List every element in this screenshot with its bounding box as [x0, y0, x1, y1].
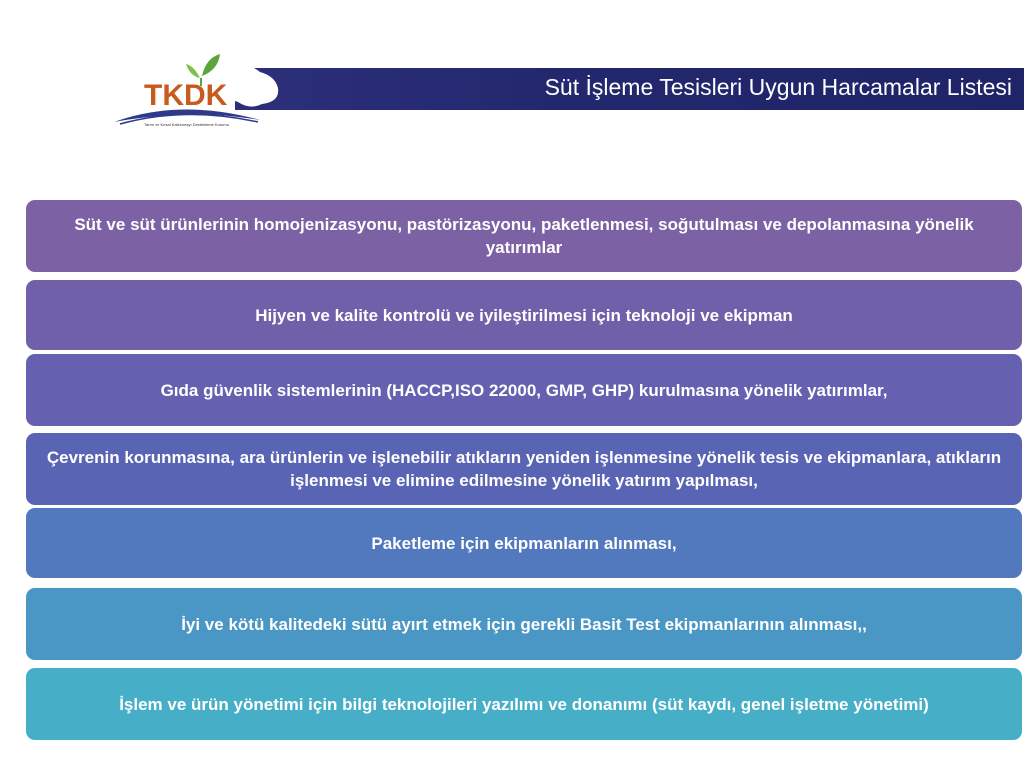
list-item-6 — [26, 588, 1022, 660]
list-item-5 — [26, 508, 1022, 578]
list-item-text: Çevrenin korunmasına, ara ürünlerin ve işlenebilir atıkların yeniden işlenmesine yönelik tesis ve ekipmanlara, atıkların işlenmesi ve elimine edilmesine yönelik yatırım yapılması, — [46, 448, 1002, 490]
list-item-text: İyi ve kötü kalitedeki sütü ayırt etmek için gerekli Basit Test ekipmanlarının alınması,, — [181, 614, 867, 634]
list-item-text: İşlem ve ürün yönetimi için bilgi teknolojileri yazılımı ve donanımı (süt kaydı, genel işletme yönetimi) — [119, 694, 929, 714]
logo-subtitle: Tarım ve Kırsal Kalkınmayı Destekleme Kurumu — [144, 122, 229, 127]
list-item-text: Hijyen ve kalite kontrolü ve iyileştirilmesi için teknoloji ve ekipman — [255, 305, 793, 325]
list-item-3 — [26, 354, 1022, 426]
header-bar — [235, 68, 1024, 110]
list-item-1 — [26, 200, 1022, 272]
list-item-2 — [26, 280, 1022, 350]
tkdk-logo — [110, 50, 290, 130]
list-item-7 — [26, 668, 1022, 740]
list-item-text: Gıda güvenlik sistemlerinin (HACCP,ISO 22000, GMP, GHP) kurulmasına yönelik yatırımlar, — [160, 380, 888, 400]
list-item-4 — [26, 433, 1022, 505]
logo-text: TKDK — [144, 79, 228, 112]
page-title: Süt İşleme Tesisleri Uygun Harcamalar Listesi — [544, 74, 1012, 100]
list-item-text: Süt ve süt ürünlerinin homojenizasyonu, pastörizasyonu, paketlenmesi, soğutulması ve depolanmasına yönelik yatırımlar — [74, 215, 974, 257]
list-item-text: Paketleme için ekipmanların alınması, — [371, 533, 677, 553]
